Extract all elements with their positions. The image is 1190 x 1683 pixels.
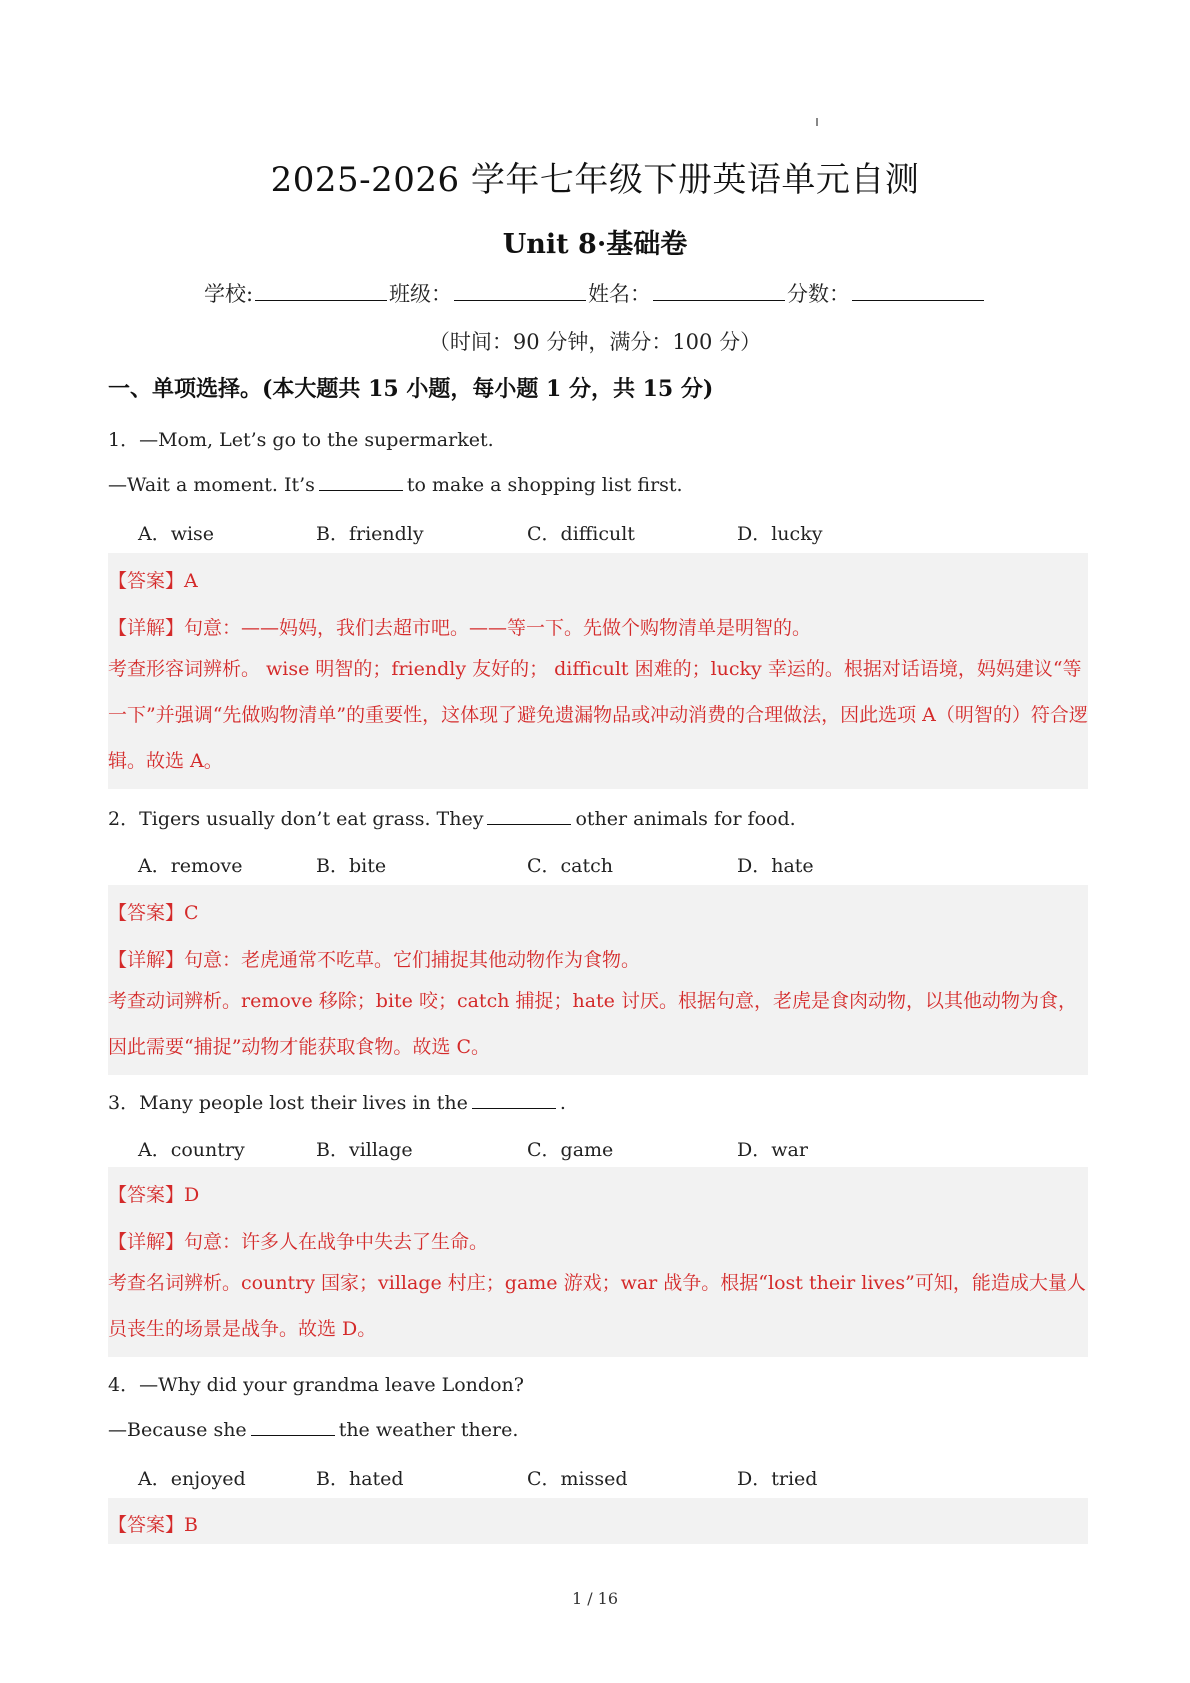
class-blank <box>454 280 586 301</box>
q1-option-b: B．friendly <box>316 523 424 545</box>
q4-option-a: A．enjoyed <box>138 1468 246 1490</box>
q4-answer: 【答案】B <box>108 1514 198 1536</box>
q4-text-after: the weather there. <box>338 1419 519 1441</box>
q3-line1 <box>108 1088 566 1115</box>
q3-option-b: B．village <box>316 1139 413 1161</box>
q3-answer-box <box>108 1167 1088 1357</box>
q3-option-c: C．game <box>527 1139 614 1161</box>
q2-text-before: 2．Tigers usually don’t eat grass. They <box>108 808 484 830</box>
q1-text-after: to make a shopping list first. <box>406 474 683 496</box>
school-label: 学校: <box>203 282 254 306</box>
name-blank <box>653 280 785 301</box>
student-info-row <box>0 278 1190 308</box>
page-number: 1 / 16 <box>571 1589 619 1608</box>
q3-analysis: 考查名词辨析。country 国家；village 村庄；game 游戏；war 战争。根据“lost their lives”可知，能造成大量人员丧生的场景是战争。故选 D。 <box>108 1272 1086 1340</box>
q1-option-d: D．lucky <box>737 523 823 545</box>
q1-line1: 1．—Mom, Let’s go to the supermarket. <box>108 429 494 451</box>
section-heading: 一、单项选择。(本大题共 15 小题，每小题 1 分，共 15 分) <box>108 376 714 402</box>
q1-option-c: C．difficult <box>527 523 635 545</box>
q2-blank <box>487 806 571 825</box>
q3-blank <box>472 1090 556 1109</box>
q2-option-c: C．catch <box>527 855 614 877</box>
exam-title: 2025-2026 学年七年级下册英语单元自测 <box>270 160 920 200</box>
q4-line2 <box>108 1417 518 1441</box>
q1-text-before: —Wait a moment. It’s <box>108 474 315 496</box>
q4-blank <box>251 1417 335 1436</box>
q1-analysis: 考查形容词辨析。 wise 明智的；friendly 友好的； difficult 困难的；lucky 幸运的。根据对话语境，妈妈建议“等一下”并强调“先做购物清单”的重要性，这体现了避免遗漏物品或冲动消费的合理做法，因此选项 A（明智的）符合逻辑。故选 A。 <box>108 658 1088 772</box>
exam-subtitle: Unit 8·基础卷 <box>502 229 688 260</box>
q2-option-a: A．remove <box>138 855 243 877</box>
page-mark <box>816 118 818 126</box>
q2-text-after: other animals for food. <box>575 808 796 830</box>
q4-option-b: B．hated <box>316 1468 404 1490</box>
q2-line1 <box>108 804 796 831</box>
q2-analysis: 考查动词辨析。remove 移除；bite 咬；catch 捕捉；hate 讨厌。根据句意，老虎是食肉动物，以其他动物为食，因此需要“捕捉”动物才能获取食物。故选 C。 <box>108 990 1077 1058</box>
q3-detail: 【详解】句意：许多人在战争中失去了生命。 <box>108 1231 489 1253</box>
q1-answer-box <box>108 553 1088 789</box>
q2-option-b: B．bite <box>316 855 387 877</box>
q1-blank <box>319 472 403 491</box>
q4-option-d: D．tried <box>737 1468 818 1490</box>
q3-text-before: 3．Many people lost their lives in the <box>108 1092 468 1114</box>
q2-answer: 【答案】C <box>108 902 199 924</box>
q4-answer-box <box>108 1498 1088 1544</box>
school-blank <box>255 280 387 301</box>
q2-detail: 【详解】句意：老虎通常不吃草。它们捕捉其他动物作为食物。 <box>108 949 641 971</box>
q1-detail: 【详解】句意：——妈妈，我们去超市吧。——等一下。先做个购物清单是明智的。 <box>108 617 812 639</box>
q1-line2 <box>108 472 683 496</box>
q3-option-a: A．country <box>138 1139 245 1161</box>
q2-answer-box <box>108 885 1088 1075</box>
q4-text-before: —Because she <box>108 1419 247 1441</box>
exam-timing: （时间：90 分钟，满分：100 分） <box>428 330 762 354</box>
q4-line1: 4．—Why did your grandma leave London? <box>108 1374 524 1396</box>
q2-option-d: D．hate <box>737 855 814 877</box>
score-label: 分数： <box>787 282 851 306</box>
q3-answer: 【答案】D <box>108 1184 200 1206</box>
q1-option-a: A．wise <box>138 523 215 545</box>
name-label: 姓名： <box>588 282 652 306</box>
class-label: 班级： <box>389 282 453 306</box>
q3-text-after: . <box>559 1092 566 1114</box>
q1-answer: 【答案】A <box>108 570 198 592</box>
q3-option-d: D．war <box>737 1139 808 1161</box>
q4-option-c: C．missed <box>527 1468 628 1490</box>
score-blank <box>852 280 984 301</box>
